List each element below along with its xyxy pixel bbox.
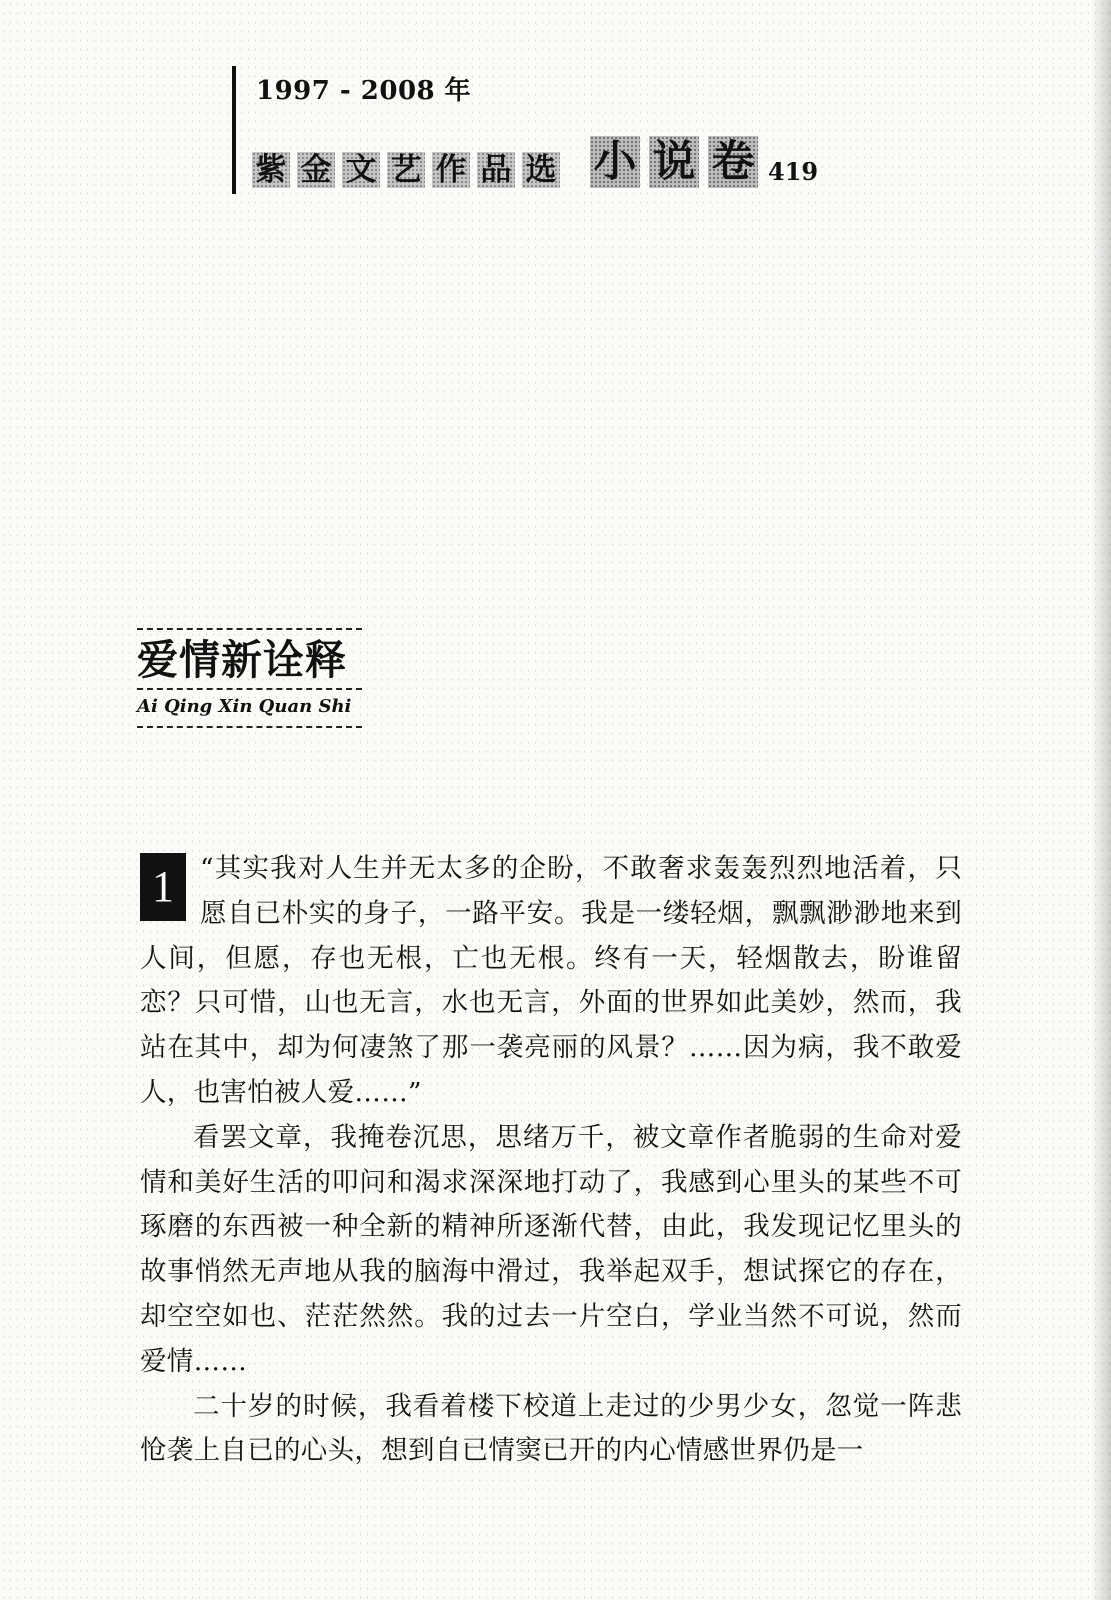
series-char: 品: [477, 152, 515, 188]
volume-char: 卷: [708, 136, 758, 188]
page-edge-shadow: [1091, 0, 1111, 1600]
paragraph: 二十岁的时候，我看着楼下校道上走过的少男少女，忽觉一阵悲怆袭上自已的心头，想到自已情窦已开的内心情感世界仍是一: [140, 1390, 962, 1467]
header-series-line: [252, 132, 818, 188]
volume-char: 小: [590, 136, 640, 188]
series-char: 选: [522, 152, 560, 188]
series-char: 金: [297, 152, 335, 188]
paragraph: “其实我对人生并无太多的企盼，不敢奢求轰轰烈烈地活着，只愿自已朴实的身子，一路平安。我是一缕轻烟，飘飘渺渺地来到人间，但愿，存也无根，亡也无根。终有一天，轻烟散去，盼谁留恋？只可惜，山也无言，水也无言，外面的世界如此美妙，然而，我站在其中，却为何凄煞了那一袭亮丽的风景？……因为病，我不敢爱人，也害怕被人爱……”: [140, 853, 962, 1108]
article-body: [140, 847, 962, 1474]
title-top-rule: [137, 628, 362, 630]
article-title-pinyin: Ai Qing Xin Quan Shi: [137, 696, 352, 717]
header-vertical-rule: [232, 66, 236, 194]
article-title: 爱情新诠释: [137, 636, 347, 684]
running-header: [232, 66, 992, 194]
volume-char: 说: [649, 136, 699, 188]
series-char: 艺: [387, 152, 425, 188]
series-name: [252, 152, 560, 188]
section-number-badge: 1: [140, 853, 186, 921]
title-middle-rule: [137, 688, 362, 690]
series-char: 文: [342, 152, 380, 188]
header-years: 1997 - 2008 年: [256, 76, 472, 106]
article-title-block: [137, 628, 362, 728]
series-char: 紫: [252, 152, 290, 188]
title-bottom-rule: [137, 726, 362, 728]
volume-name: [590, 136, 758, 188]
paragraph: 看罢文章，我掩卷沉思，思绪万千，被文章作者脆弱的生命对爱情和美好生活的叩问和渴求深深地打动了，我感到心里头的某些不可琢磨的东西被一种全新的精神所逐渐代替，由此，我发现记忆里头的故事悄然无声地从我的脑海中滑过，我举起双手，想试探它的存在，却空空如也、茫茫然然。我的过去一片空白，学业当然不可说，然而爱情……: [140, 1121, 962, 1377]
page-number: 419: [768, 157, 819, 186]
series-char: 作: [432, 152, 470, 188]
